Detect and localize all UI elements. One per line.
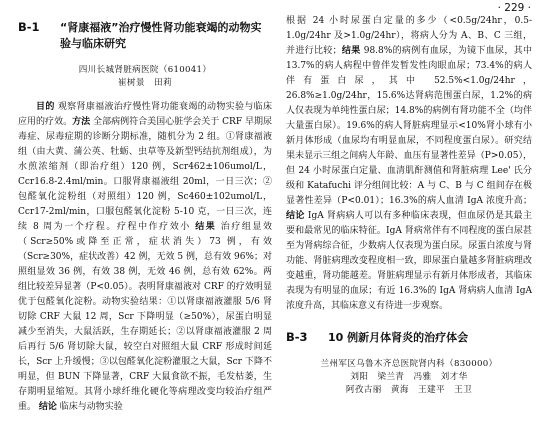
abstract-b3-affiliation: 兰州军区乌鲁木齐总医院肾内科（830000） xyxy=(320,359,498,369)
abstract-body xyxy=(18,100,272,415)
method-text: 全部病例符合美国心脏学会关于 CRF 早期尿毒症、尿毒症期的诊断分期标准，随机分为 2 组。①肾康福液组（由大黄、蒲公英、牡蛎、虫草等及新型钙结抗剂组成），为水煎浓缩剂（即治疗组）120 例，Scr462±106umol/L，Ccr16.8-2.4ml/min。口服肾康福液组 20ml，一日三次；②包醛氧化淀粉组（对照组）120 例，Sc460±102umol/L，Ccr17-2ml/min，口服包醛氧化淀粉 5-10 克，一日三次，连续 8 周为一个疗程。疗程中作疗效小 xyxy=(18,117,272,232)
abstract-b3 xyxy=(286,330,532,397)
abstract-b3-authors-1: 刘阳 梁兰青 冯雅 刘才华 xyxy=(350,372,468,382)
objective-label: 目的 xyxy=(36,102,55,112)
result2-text: 98.8%的病例有血尿，为镜下血尿，其中 13.7%的病人病程中曾伴发暂发性肉眼血尿；73.4%的病人伴有蛋白尿，其中 52.5%<1.0g/24hr，26.8%≥1.0g/24hr，15.6%达肾病范围蛋白尿，1.2%的病人仅表现为单纯性蛋白尿；14.8%的病例有肾功能不全（均伴大量蛋白尿）。19.6%的病人肾脏病理显示<10%肾小球有小新月体形成（血尿均有明显血尿，不同程度蛋白尿）。研究结果未显示三组之间病人年龄、血压有显著性差异（P>0.05），但 24 小时尿蛋白定量、血清肌酐测值和肾脏病理 Lee' 氏分级和 Katafuchi 评分组间比较：A 与 C、B 与 C 组间存在极显著性差异（P<0.01）；16.3%的病人血清 IgA 浓度升高； xyxy=(286,46,532,206)
conclusion-label: 结论 xyxy=(38,402,57,412)
abstract-id: B-1 xyxy=(18,20,40,34)
conclusion-start: 临床与动物实验 xyxy=(59,402,123,412)
page-number: · 229 · xyxy=(497,2,531,14)
result-label: 结果 xyxy=(195,222,217,232)
objective-text: 观察肾康福液治疗慢性肾功能衰竭的动物实验与临床应用的疗效。 xyxy=(18,102,272,127)
abstract-b3-title: 10 例新月体肾炎的治疗体会 xyxy=(328,331,469,344)
method-label: 方法 xyxy=(72,117,91,127)
result2-label: 结果 xyxy=(341,46,361,56)
continued-text xyxy=(286,14,532,314)
abstract-header xyxy=(18,20,272,52)
result-text: 治疗组显效（Scr≥50%或降至正常，症状消失）73 例，有效（Scr≥30%，症状改善）42 例，无效 5 例，总有效 96%；对照组显效 36 例，有效 38 例，无效 46 例，总有效 62%。两组比较差异显著（P<0.05）。表明肾康福液对 CRF 的疗效明显优于包醛氧化淀粉。动物实验结果：①以肾康福液灌服 5/6 肾切除 CRF 大鼠 12 周，Scr 下降明显（≥50%），尿蛋白明显减少至消失，大鼠活跃，生存期延长；②以肾康福液灌服 2 周后再行 5/6 肾切除大鼠，较空白对照组大鼠 CRF 形成时间延长，Scr 上升缓慢；③以包醛氧化淀粉灌服之大鼠，Scr 下降不明显，但 BUN 下降显著，CRF 大鼠食欲不振，毛发枯萎，生存期明显缩短。其肾小球纤维化硬化等病理改变均较治疗组严重。 xyxy=(18,222,272,412)
affiliation: 四川长城肾脏病医院（610041） xyxy=(78,65,212,75)
abstract-title: “肾康福液”治疗慢性肾功能衰竭的动物实验与临床研究 xyxy=(60,21,262,50)
conclusion2-label: 结论 xyxy=(286,211,305,221)
abstract-b3-authors-2: 阿孜古丽 黄海 王建平 王卫 xyxy=(345,385,473,395)
conclusion2-text: IgA 肾病病人可以有多种临床表现，但血尿仍是其最主要和最常见的临床特征。IgA 肾病常伴有不同程度的蛋白尿甚至为肾病综合征，少数病人仅表现为蛋白尿。尿蛋白浓度与肾功能、肾脏病理改变程度相一致，即尿蛋白量越多肾脏病理改变越重，肾功能越差。肾脏病理显示有新月体形成者，其临床表现为有明显的血尿；有近 16.3%的 IgA 肾病病人血清 IgA 浓度升高，其临床意义有待进一步观察。 xyxy=(286,211,532,311)
grouping-text: 根据 24 小时尿蛋白定量的多少（<0.5g/24hr，0.5-1.0g/24hr 及>1.0g/24hr），将病人分为 A、B、C 三组，并进行比较； xyxy=(286,16,532,56)
authors: 崔树景 田莉 xyxy=(117,78,173,88)
left-column xyxy=(18,20,272,415)
right-column xyxy=(286,14,532,397)
abstract-b3-header xyxy=(286,330,532,346)
abstract-b3-id: B-3 xyxy=(286,330,308,344)
